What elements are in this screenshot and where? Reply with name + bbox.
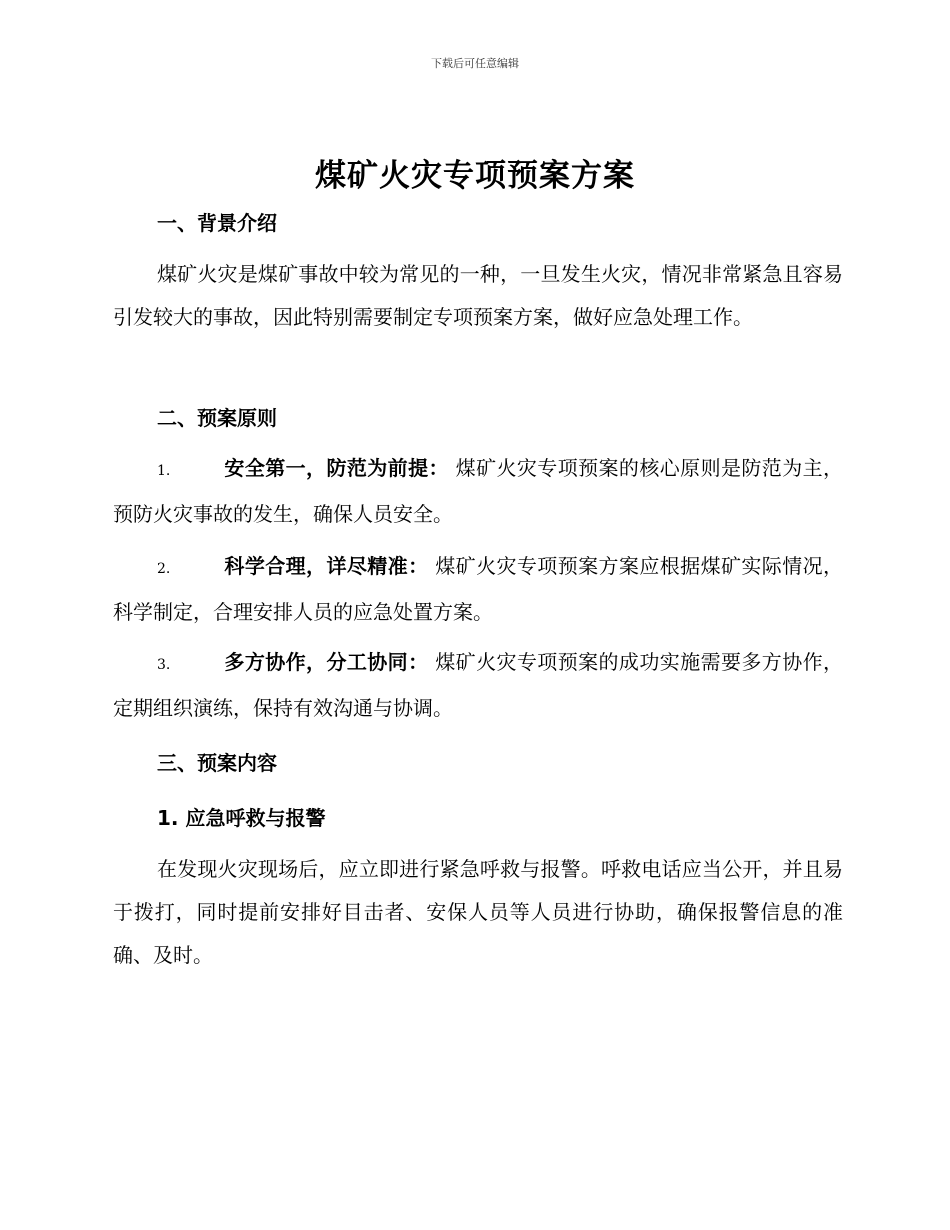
document-title: 煤矿火灾专项预案方案	[315, 158, 635, 194]
subsection-heading-emergency-call: 1. 应急呼救与报警	[157, 806, 326, 830]
principle-lead: 科学合理，详尽精准：	[224, 554, 429, 578]
principle-number: 1.	[157, 463, 171, 479]
section-heading-principles: 二、预案原则	[157, 406, 277, 430]
principle-text: 煤矿火灾专项预案的核心原则是防范为主，预防火灾事故的发生，确保人员安全。	[113, 456, 844, 526]
principle-text: 煤矿火灾专项预案方案应根据煤矿实际情况，科学制定，合理安排人员的应急处置方案。	[113, 554, 844, 624]
principle-item-1	[113, 447, 843, 536]
emergency-call-paragraph: 在发现火灾现场后，应立即进行紧急呼救与报警。呼救电话应当公开，并且易于拨打，同时提前安排好目击者、安保人员等人员进行协助，确保报警信息的准确、及时。	[113, 857, 843, 967]
section-heading-content: 三、预案内容	[157, 751, 277, 775]
principle-number: 2.	[157, 561, 171, 577]
background-paragraph: 煤矿火灾是煤矿事故中较为常见的一种，一旦发生火灾，情况非常紧急且容易引发较大的事故，因此特别需要制定专项预案方案，做好应急处理工作。	[113, 262, 843, 329]
principle-item-3	[113, 641, 843, 730]
principle-lead: 安全第一，防范为前提：	[224, 456, 449, 480]
principle-lead: 多方协作，分工协同：	[224, 650, 429, 674]
page-header: 下载后可任意编辑	[431, 57, 519, 70]
principle-item-2	[113, 545, 843, 634]
section-heading-background: 一、背景介绍	[157, 211, 277, 235]
principle-text: 煤矿火灾专项预案的成功实施需要多方协作，定期组织演练，保持有效沟通与协调。	[113, 650, 844, 720]
principle-number: 3.	[157, 657, 171, 673]
